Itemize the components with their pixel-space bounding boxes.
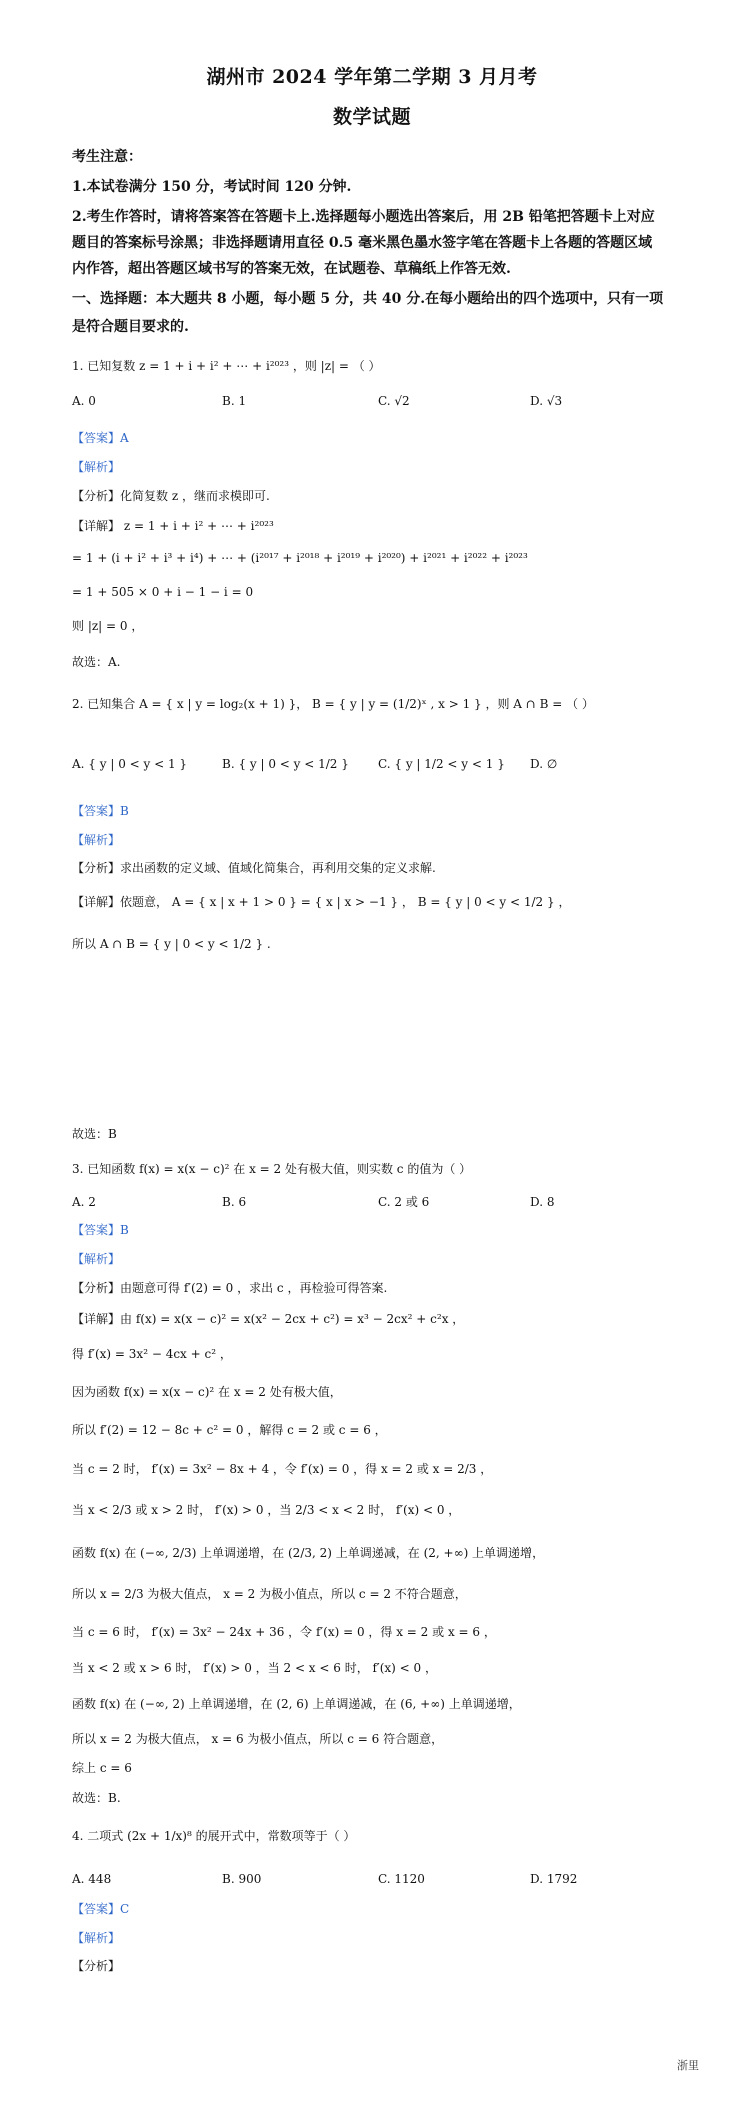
q4-analysis-label: 【解析】 [72,1931,121,1945]
exam-title: 湖州市 2024 学年第二学期 3 月月考 [206,66,538,88]
q3-detail-7: 函数 f(x) 在 (−∞, 2/3) 上单调递增，在 (2/3, 2) 上单调递减，在 (2, +∞) 上单调递增， [72,1546,545,1560]
q3-detail-10: 当 x < 2 或 x > 6 时， f′(x) > 0 ，当 2 < x < 6 时， f′(x) < 0 ， [72,1661,437,1675]
q3-detail-6: 当 x < 2/3 或 x > 2 时， f′(x) > 0 ，当 2/3 < x < 2 时， f′(x) < 0 ， [72,1503,461,1517]
q2-option-b: B. { y | 0 < y < 1/2 } [222,757,349,771]
q3-detail-5: 当 c = 2 时， f′(x) = 3x² − 8x + 4 ，令 f′(x) = 0 ，得 x = 2 或 x = 2/3 ， [72,1462,493,1476]
q3-detail-13: 综上 c = 6 [72,1761,132,1775]
q3-option-d: D. 8 [530,1195,555,1209]
q1-stem: 1. 已知复数 z = 1 + i + i² + ⋯ + i²⁰²³ ，则 |z| = （ ） [72,359,381,373]
exam-subtitle: 数学试题 [332,106,411,128]
q3-option-b: B. 6 [222,1195,247,1209]
q3-fenxi: 【分析】由题意可得 f′(2) = 0 ，求出 c ，再检验可得答案. [72,1281,388,1295]
q4-option-a: A. 448 [72,1872,112,1886]
q1-analysis-label: 【解析】 [72,460,121,474]
q1-option-d: D. √3 [530,394,563,408]
q1-detail-4: 则 |z| = 0 ， [72,619,144,633]
q3-detail-4: 所以 f′(2) = 12 − 8c + c² = 0 ，解得 c = 2 或 c = 6 ， [72,1423,387,1437]
q2-analysis-label: 【解析】 [72,833,121,847]
q1-option-a: A. 0 [72,394,96,408]
q1-detail-3: = 1 + 505 × 0 + i − 1 − i = 0 [72,585,254,599]
q4-option-b: B. 900 [222,1872,262,1886]
q1-option-c: C. √2 [378,394,410,408]
q2-fenxi: 【分析】求出函数的定义域、值域化简集合，再利用交集的定义求解. [72,861,436,875]
q4-stem: 4. 二项式 (2x + 1/x)⁸ 的展开式中，常数项等于（ ） [72,1829,356,1843]
q4-option-c: C. 1120 [378,1872,425,1886]
notice-item-2a: 2.考生作答时，请将答案答在答题卡上.选择题每小题选出答案后，用 2B 铅笔把答题卡上对应 [72,209,655,225]
q3-detail-8: 所以 x = 2/3 为极大值点， x = 2 为极小值点，所以 c = 2 不符合题意， [72,1587,467,1601]
q1-detail-2: = 1 + (i + i² + i³ + i⁴) + ⋯ + (i²⁰¹⁷ + i²⁰¹⁸ + i²⁰¹⁹ + i²⁰²⁰) + i²⁰²¹ + i²⁰²² + i²⁰²³ [72,551,528,565]
q3-detail-9: 当 c = 6 时， f′(x) = 3x² − 24x + 36 ，令 f′(x) = 0 ，得 x = 2 或 x = 6 ， [72,1625,496,1639]
q3-detail-3: 因为函数 f(x) = x(x − c)² 在 x = 2 处有极大值， [72,1385,342,1399]
q2-stem: 2. 已知集合 A = { x | y = log₂(x + 1) }， B = { y | y = (1/2)ˣ , x > 1 } ，则 A ∩ B = （ ） [72,697,594,711]
q3-option-c: C. 2 或 6 [378,1195,430,1209]
q4-option-d: D. 1792 [530,1872,578,1886]
q3-detail-12: 所以 x = 2 为极大值点， x = 6 为极小值点，所以 c = 6 符合题意， [72,1732,444,1746]
notice-item-1: 1.本试卷满分 150 分，考试时间 120 分钟. [72,179,352,195]
q3-detail-2: 得 f′(x) = 3x² − 4cx + c² ， [72,1347,232,1361]
q1-fenxi: 【分析】化简复数 z ，继而求模即可. [72,489,270,503]
q3-analysis-label: 【解析】 [72,1252,121,1266]
q2-option-c: C. { y | 1/2 < y < 1 } [378,757,505,771]
q2-option-a: A. { y | 0 < y < 1 } [72,757,188,771]
notice-heading: 考生注意： [72,149,142,165]
q2-answer: 【答案】B [72,804,129,818]
q3-choose: 故选：B. [72,1791,121,1805]
notice-item-2c: 内作答，超出答题区域书写的答案无效，在试题卷、草稿纸上作答无效. [72,261,511,277]
footer-watermark: 浙里 [677,2059,699,2072]
q2-detail-1: 【详解】依题意， A = { x | x + 1 > 0 } = { x | x > −1 } ， B = { y | 0 < y < 1/2 } ， [72,895,571,909]
q3-answer: 【答案】B [72,1223,129,1237]
q3-detail-1: 【详解】由 f(x) = x(x − c)² = x(x² − 2cx + c²) = x³ − 2cx² + c²x ， [72,1312,465,1326]
q1-choose: 故选：A. [72,655,121,669]
q4-fenxi: 【分析】 [72,1959,121,1973]
q1-option-b: B. 1 [222,394,247,408]
q3-detail-11: 函数 f(x) 在 (−∞, 2) 上单调递增，在 (2, 6) 上单调递减，在 (6, +∞) 上单调递增， [72,1697,521,1711]
q1-answer: 【答案】A [72,431,129,445]
q3-stem: 3. 已知函数 f(x) = x(x − c)² 在 x = 2 处有极大值，则实数 c 的值为（ ） [72,1162,472,1176]
section-heading-2: 是符合题目要求的. [72,319,189,335]
q2-option-d: D. ∅ [530,757,558,771]
q2-choose: 故选：B [72,1127,117,1141]
q1-detail-1: 【详解】 z = 1 + i + i² + ⋯ + i²⁰²³ [72,519,274,533]
q2-detail-2: 所以 A ∩ B = { y | 0 < y < 1/2 } . [72,937,271,951]
q3-option-a: A. 2 [72,1195,96,1209]
q4-answer: 【答案】C [72,1902,130,1916]
notice-item-2b: 题目的答案标号涂黑；非选择题请用直径 0.5 毫米黑色墨水签字笔在答题卡上各题的答题区域 [72,235,653,251]
section-heading-1: 一、选择题：本大题共 8 小题，每小题 5 分，共 40 分.在每小题给出的四个选项中，只有一项 [72,291,664,307]
